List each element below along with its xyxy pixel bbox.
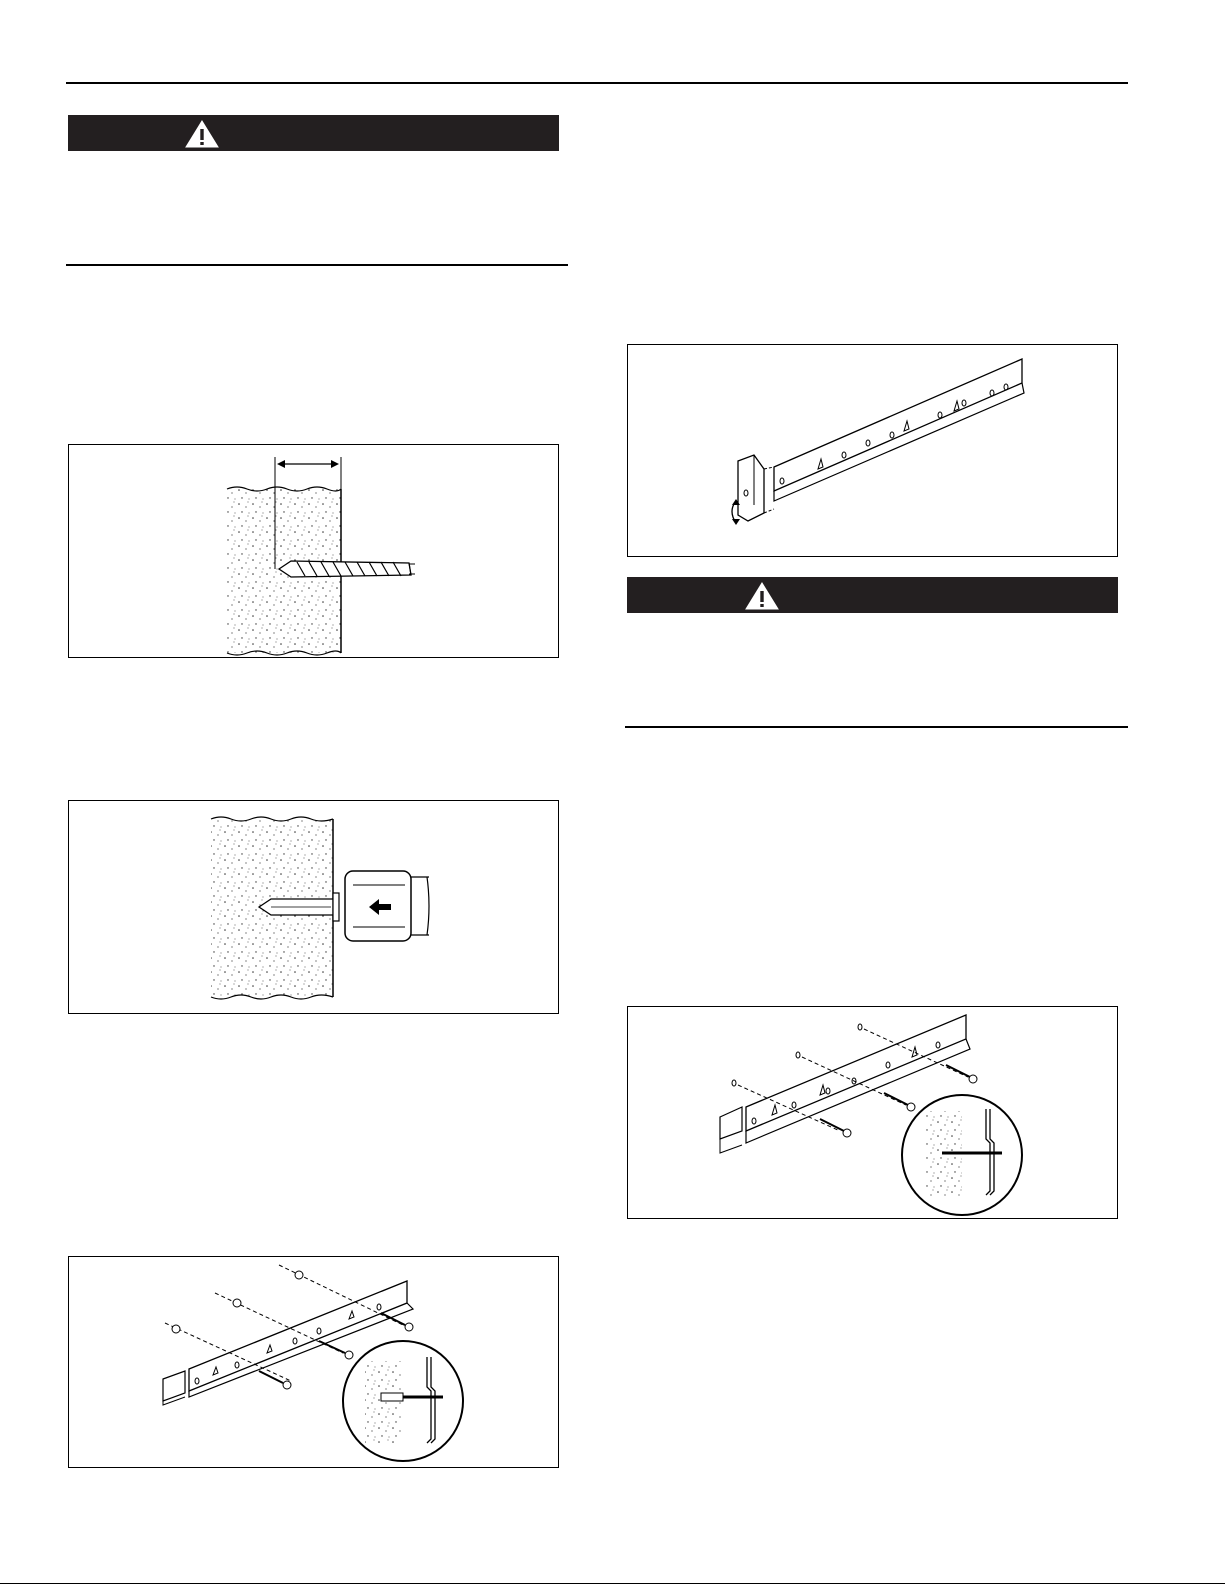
insert-anchor-figure <box>68 800 559 1014</box>
warning-banner-right <box>627 577 1118 613</box>
warning-triangle-icon <box>184 119 220 149</box>
detail-callout-circle <box>902 1095 1022 1215</box>
warning-banner-left <box>68 115 559 151</box>
end-bracket-icon <box>732 455 774 525</box>
rail <box>774 359 1024 501</box>
warning-triangle-icon <box>744 581 780 611</box>
detail-callout-circle <box>343 1341 463 1461</box>
mount-rail-with-anchors-figure <box>68 1256 559 1468</box>
drill-bit-icon <box>279 561 415 577</box>
hammer-head-icon <box>345 871 429 941</box>
drill-hole-figure <box>68 444 559 658</box>
rail-end-cap-figure <box>627 344 1118 557</box>
top-rule <box>66 82 1128 84</box>
mount-rail-screws-figure <box>627 1006 1118 1219</box>
section-rule-left <box>66 264 568 266</box>
bottom-rule <box>0 1583 1225 1584</box>
section-rule-right <box>625 726 1128 728</box>
